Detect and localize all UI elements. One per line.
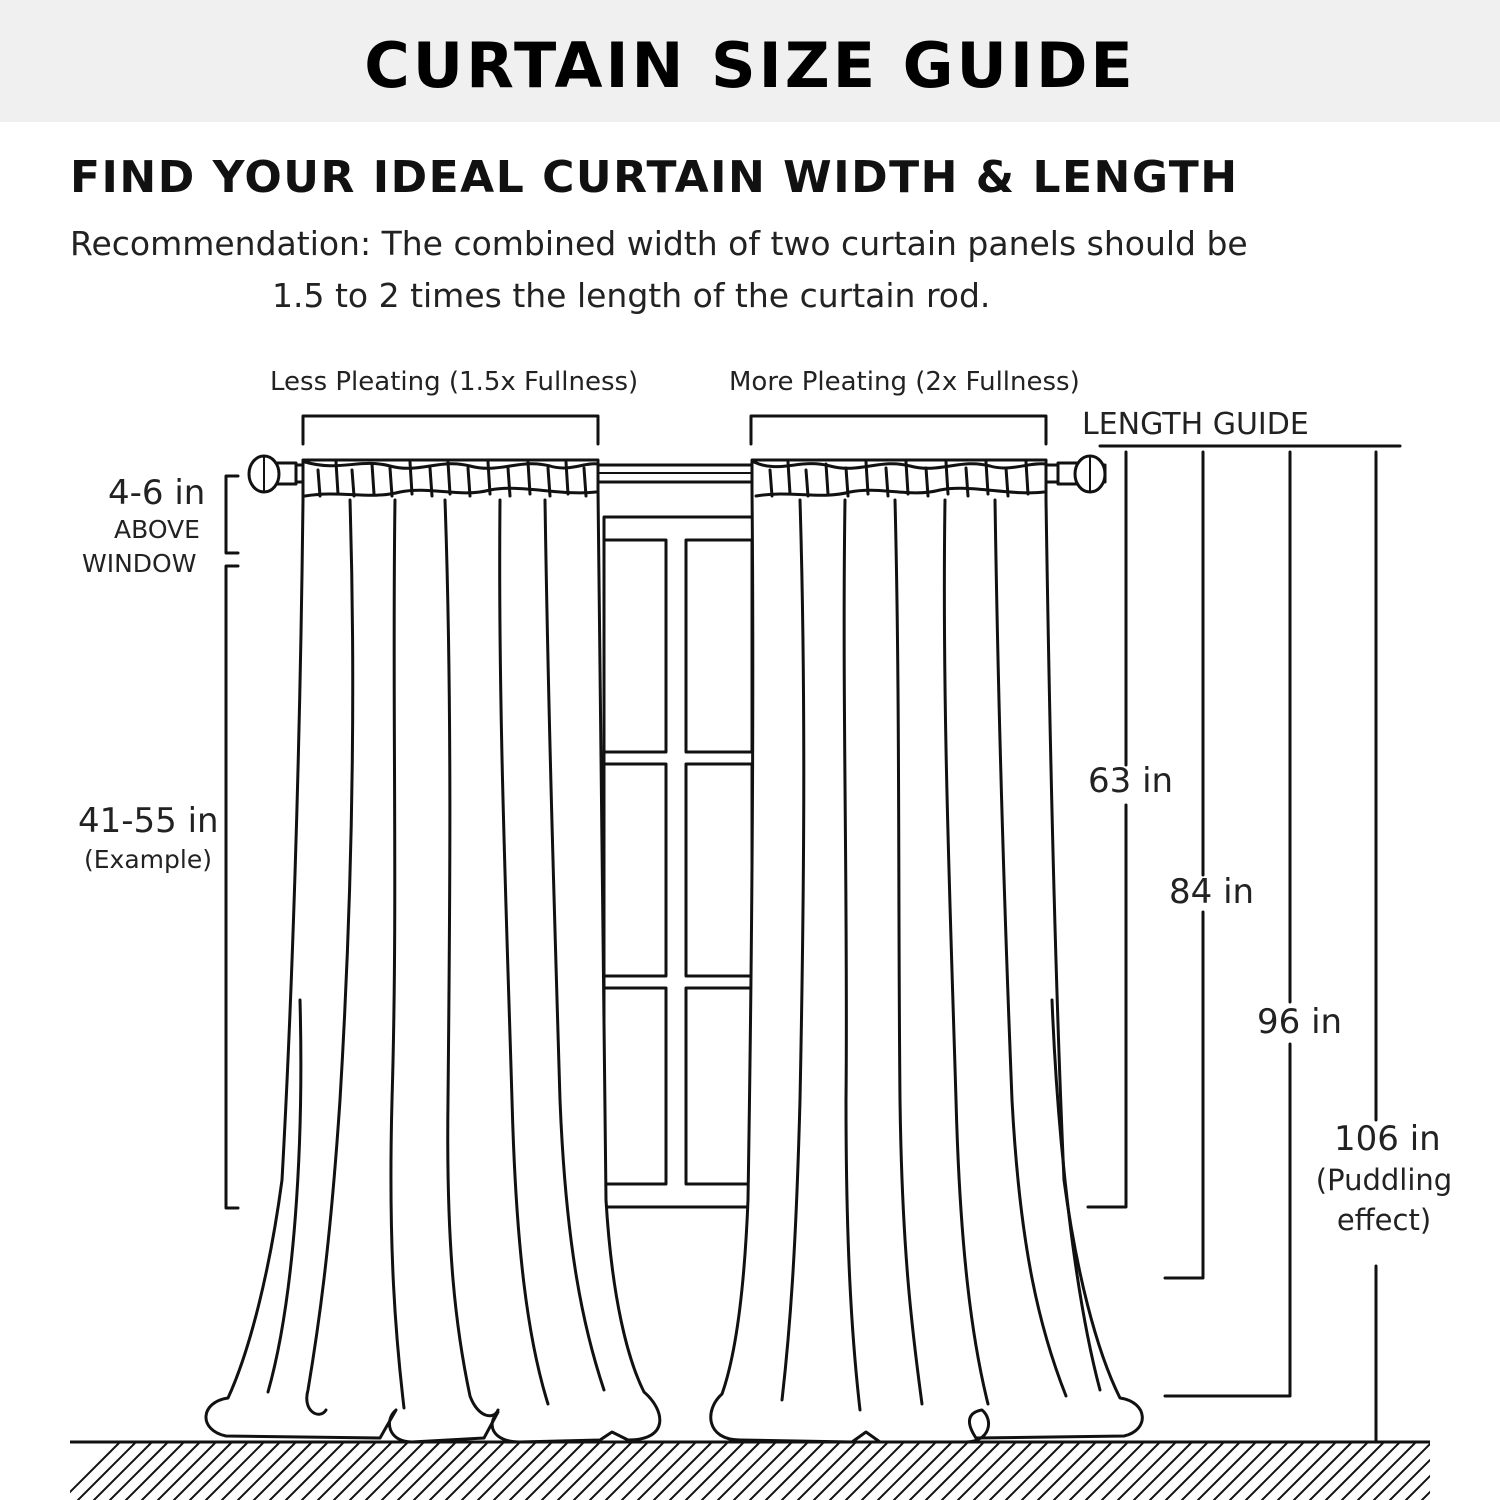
floor-hatch-line — [300, 1442, 360, 1500]
window-height-bracket — [226, 566, 238, 1208]
floor-hatch-line — [828, 1442, 888, 1500]
floor-hatch-line — [140, 1442, 200, 1500]
floor-hatch-line — [524, 1442, 584, 1500]
floor-hatch-line — [556, 1442, 616, 1500]
floor-hatch-line — [444, 1442, 504, 1500]
floor-hatch-line — [1436, 1442, 1496, 1500]
floor-hatch-line — [1468, 1442, 1500, 1500]
floor-hatch-line — [188, 1442, 248, 1500]
floor-hatch-line — [1388, 1442, 1448, 1500]
floor-hatch-line — [716, 1442, 776, 1500]
length-106-note-line2: effect) — [1336, 1203, 1432, 1237]
floor-hatch-line — [540, 1442, 600, 1500]
floor-hatch-line — [156, 1442, 216, 1500]
floor-hatch-line — [1452, 1442, 1500, 1500]
floor-hatch-line — [1148, 1442, 1208, 1500]
less-pleating-bracket — [303, 416, 598, 444]
floor-hatch-line — [460, 1442, 520, 1500]
floor-hatch-line — [316, 1442, 376, 1500]
floor-hatch-line — [1372, 1442, 1432, 1500]
above-window-line2: WINDOW — [82, 549, 197, 578]
floor-hatch-line — [732, 1442, 792, 1500]
page-title: CURTAIN SIZE GUIDE — [364, 29, 1136, 102]
length-96-label: 96 in — [1257, 1002, 1343, 1042]
floor-hatch-line — [620, 1442, 680, 1500]
above-window-bracket — [226, 476, 238, 553]
length-106-label: 106 in — [1334, 1119, 1441, 1159]
floor-hatch-line — [332, 1442, 392, 1500]
floor-hatch-line — [508, 1442, 568, 1500]
floor-hatch-line — [476, 1442, 536, 1500]
floor-hatch-line — [364, 1442, 424, 1500]
floor-hatch-line — [588, 1442, 648, 1500]
floor-hatch-line — [1292, 1442, 1352, 1500]
floor-hatch-line — [1228, 1442, 1288, 1500]
floor-hatch-line — [780, 1442, 840, 1500]
floor-hatch-line — [428, 1442, 488, 1500]
floor-hatch-line — [1420, 1442, 1480, 1500]
floor-hatch-line — [1356, 1442, 1416, 1500]
floor-hatch-line — [1212, 1442, 1272, 1500]
floor-hatch-line — [348, 1442, 408, 1500]
length-63-bracket — [1088, 452, 1126, 1207]
floor-hatch-line — [1404, 1442, 1464, 1500]
floor-hatch-line — [1004, 1442, 1064, 1500]
floor-hatch-line — [284, 1442, 344, 1500]
floor-hatch-line — [492, 1442, 552, 1500]
floor-hatch-line — [1260, 1442, 1320, 1500]
floor-hatch-line — [908, 1442, 968, 1500]
floor-hatch-line — [1084, 1442, 1144, 1500]
floor-hatch-line — [60, 1442, 120, 1500]
floor-hatch-line — [220, 1442, 280, 1500]
recommendation-line-2: 1.5 to 2 times the length of the curtain rod. — [272, 276, 991, 315]
more-pleating-bracket — [751, 416, 1046, 444]
floor-hatch-line — [236, 1442, 296, 1500]
recommendation-line-1: Recommendation: The combined width of two curtain panels should be — [70, 224, 1248, 263]
floor-hatch-line — [1196, 1442, 1256, 1500]
floor-hatch-line — [940, 1442, 1000, 1500]
floor-hatch-line — [700, 1442, 760, 1500]
subtitle: FIND YOUR IDEAL CURTAIN WIDTH & LENGTH — [70, 152, 1239, 203]
floor-hatch-line — [604, 1442, 664, 1500]
floor-hatch-line — [796, 1442, 856, 1500]
floor-hatch-line — [988, 1442, 1048, 1500]
floor-hatch-line — [1164, 1442, 1224, 1500]
floor-hatch-line — [396, 1442, 456, 1500]
floor-hatch-line — [1132, 1442, 1192, 1500]
floor-hatch-line — [1052, 1442, 1112, 1500]
floor-hatch-line — [956, 1442, 1016, 1500]
floor-hatch-line — [1324, 1442, 1384, 1500]
floor-hatch-line — [412, 1442, 472, 1500]
curtain-panel-right — [711, 460, 1143, 1442]
more-pleating-label: More Pleating (2x Fullness) — [729, 367, 1080, 397]
length-84-label: 84 in — [1169, 872, 1255, 912]
floor-hatch-line — [124, 1442, 184, 1500]
floor-hatch-line — [76, 1442, 136, 1500]
floor-hatch-line — [1068, 1442, 1128, 1500]
floor-hatch-line — [1036, 1442, 1096, 1500]
floor-hatch-line — [972, 1442, 1032, 1500]
floor-hatch-line — [572, 1442, 632, 1500]
floor — [60, 1442, 1500, 1500]
floor-hatch-line — [1244, 1442, 1304, 1500]
rod-finial-right — [1058, 456, 1105, 492]
floor-hatch-line — [892, 1442, 952, 1500]
length-106-note-line1: (Puddling — [1315, 1163, 1453, 1197]
length-84-bracket — [1165, 452, 1203, 1278]
length-guide-title: LENGTH GUIDE — [1082, 407, 1309, 442]
floor-hatch-line — [1276, 1442, 1336, 1500]
floor-hatch-line — [92, 1442, 152, 1500]
floor-hatch-line — [1308, 1442, 1368, 1500]
length-63-label: 63 in — [1088, 761, 1174, 801]
floor-hatch-line — [876, 1442, 936, 1500]
floor-hatch-line — [1340, 1442, 1400, 1500]
floor-hatch-line — [380, 1442, 440, 1500]
floor-hatch-line — [844, 1442, 904, 1500]
rod-finial-left — [249, 456, 296, 492]
less-pleating-label: Less Pleating (1.5x Fullness) — [270, 367, 639, 397]
above-window-value: 4-6 in — [108, 473, 206, 513]
length-96-bracket — [1165, 452, 1290, 1396]
floor-hatch-line — [1116, 1442, 1176, 1500]
floor-hatch-line — [108, 1442, 168, 1500]
floor-hatch-line — [204, 1442, 264, 1500]
floor-hatch-line — [812, 1442, 872, 1500]
floor-hatch-line — [1180, 1442, 1240, 1500]
floor-hatch-line — [748, 1442, 808, 1500]
curtain-panel-left — [206, 460, 660, 1442]
floor-hatch-line — [924, 1442, 984, 1500]
window-frame — [604, 517, 756, 1207]
floor-hatch-line — [1100, 1442, 1160, 1500]
window-height-note: (Example) — [84, 845, 212, 874]
floor-hatch-line — [636, 1442, 696, 1500]
above-window-line1: ABOVE — [114, 515, 200, 544]
floor-hatch-line — [1020, 1442, 1080, 1500]
floor-hatch-line — [860, 1442, 920, 1500]
floor-hatch-line — [652, 1442, 712, 1500]
floor-hatch-line — [764, 1442, 824, 1500]
floor-hatch-line — [252, 1442, 312, 1500]
floor-hatch-line — [268, 1442, 328, 1500]
window-height-value: 41-55 in — [78, 801, 219, 841]
floor-hatch-line — [172, 1442, 232, 1500]
floor-hatch-line — [668, 1442, 728, 1500]
floor-hatch-line — [684, 1442, 744, 1500]
